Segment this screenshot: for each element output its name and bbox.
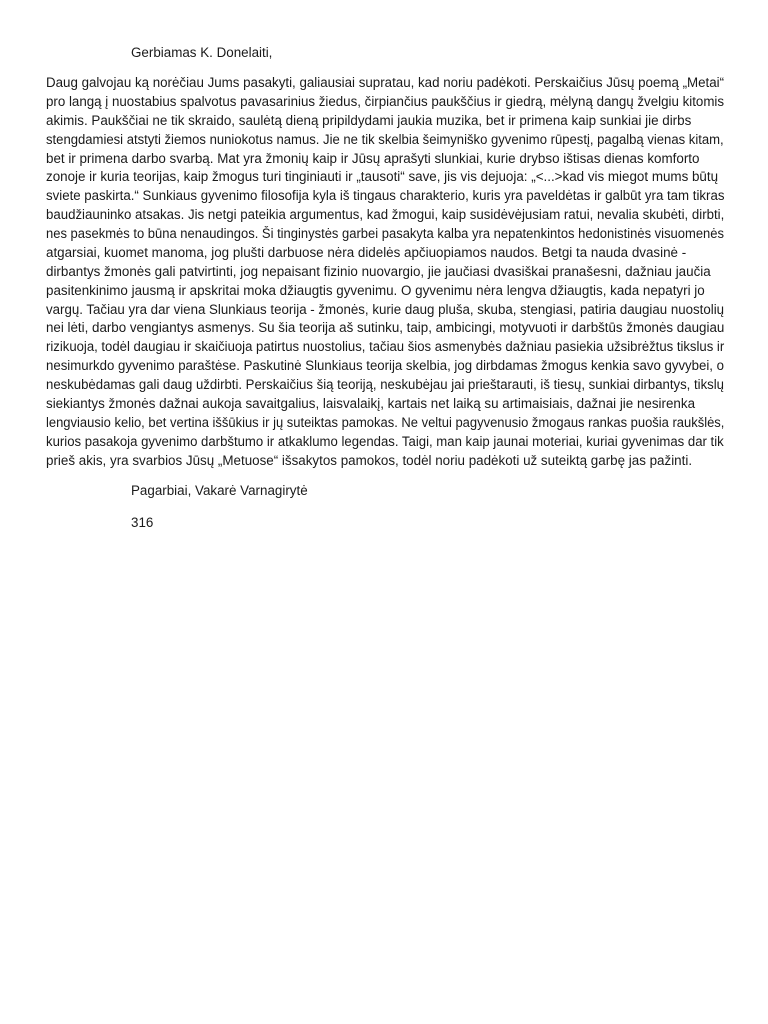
body-line: baudžiauninko atsakas. Jis netgi pateikia argumentus, kad žmogui, kaip susidėvėjusiam ratui, nevalia skubėti, dirbti, bbox=[46, 207, 725, 223]
body-line: akimis. Paukščiai ne tik skraido, saulėtą dieną pripildydami jaukia muzika, bet ir primena kaip sunkiai jie dirbs bbox=[46, 112, 692, 128]
body-line: bet ir primena darbo svarbą. Mat yra žmonių kaip ir Jūsų aprašyti slunkiai, kurie drybso ištisas dienas komforto bbox=[46, 150, 700, 166]
body-line: dirbantys žmonės gali patvirtinti, jog nepaisant fizinio nuovargio, jie jaučiasi dvasiškai pranašesni, dažniau jaučia bbox=[46, 263, 711, 279]
body-line: siekiantys žmonės dažnai aukoja savaitgalius, laisvalaikį, kartais net laiką su artimaisiais, dažnai jie nesirenka bbox=[46, 395, 696, 411]
body-line: atgarsiai, kuomet manoma, jog plušti darbuose nėra didelės apčiuopiamos naudos. Betgi ta nauda dvasinė - bbox=[46, 244, 687, 260]
body-line: Daug galvojau ką norėčiau Jums pasakyti, galiausiai supratau, kad noriu padėkoti. Perskaičius Jūsų poemą „Metai“ bbox=[46, 75, 725, 90]
body-line: nei lėti, darbo vengiantys asmenys. Su šia teorija aš sutinku, taip, ambicingi, motyvuoti ir darbštūs žmonės daugiau bbox=[46, 320, 725, 336]
body-line: pasitenkinimo jausmą ir apskritai moka džiaugtis gyvenimu. O gyvenimu nėra lengva džiaugtis, kada nepatyri jo bbox=[46, 282, 705, 298]
letter-salutation: Gerbiamas K. Donelaiti, bbox=[131, 45, 273, 60]
body-line: nes pasekmės to būna nenaudingos. Ši tinginystės garbei pasakyta kalba yra nepatenkintos hedonistinės visuomenės bbox=[46, 226, 724, 241]
body-line: neskubėdamas gali daug uždirbti. Perskaičius šią teoriją, neskubėjau jai prieštarauti, iš tiesų, sunkiai dirbantys, tikslų bbox=[46, 377, 724, 392]
body-line: stengdamiesi atstyti žiemos nuniokotus namus. Jie ne tik skelbia šeimyniško gyvenimo rūpestį, pagalbą vienas kitam, bbox=[46, 131, 724, 147]
body-line: rizikuoja, todėl daugiau ir skaičiuoja patirtus nuostolius, tačiau šios asmenybės dažniau pasiekia užsibrėžtus tikslus ir bbox=[46, 339, 725, 355]
body-line: sviete paskirta.“ Sunkiaus gyvenimo filosofija kyla iš tingaus charakterio, kuris yra paveldėtas ir galbūt yra tam tikras bbox=[46, 188, 725, 204]
body-line: zonoje ir kuria teorijas, kaip žmogus turi tinginiauti ir „tausoti“ save, jis vis dejuoja: „<...>kad vis miegot mums būtų bbox=[46, 169, 719, 185]
body-line: pro langą į nuostabius spalvotus pavasarinius žiedus, čirpiančius paukščius ir giedrą, mėlyną dangų žvelgiu kitomis bbox=[46, 93, 725, 109]
body-line: nesimurkdo gyvenimo paraštėse. Paskutinė Slunkiaus teorija skelbia, jog dirbdamas žmogus kenkia savo gyvybei, o bbox=[46, 358, 724, 374]
body-line: vargų. Tačiau yra dar viena Slunkiaus teorija - žmonės, kurie daug pluša, skuba, stengiasi, patiria daugiau nuostolių bbox=[46, 301, 725, 317]
body-line: lengviausio kelio, bet vertina iššūkius ir jų suteiktas pamokas. Ne veltui pagyvenusio žmogaus rankas puošia raukšlės, bbox=[46, 414, 725, 430]
letter-closing: Pagarbiai, Vakarė Varnagirytė bbox=[131, 483, 308, 498]
page-number: 316 bbox=[131, 515, 154, 530]
body-line: prieš akis, yra svarbios Jūsų „Metuose“ išsakytos pamokos, todėl noriu padėkoti už suteiktą garbę jas pažinti. bbox=[46, 452, 693, 468]
body-line: kurios pasakoja gyvenimo darbštumo ir atkaklumo legendas. Taigi, man kaip jaunai moteriai, kuriai gyvenimas dar tik bbox=[46, 433, 724, 449]
letter-body bbox=[46, 74, 724, 470]
